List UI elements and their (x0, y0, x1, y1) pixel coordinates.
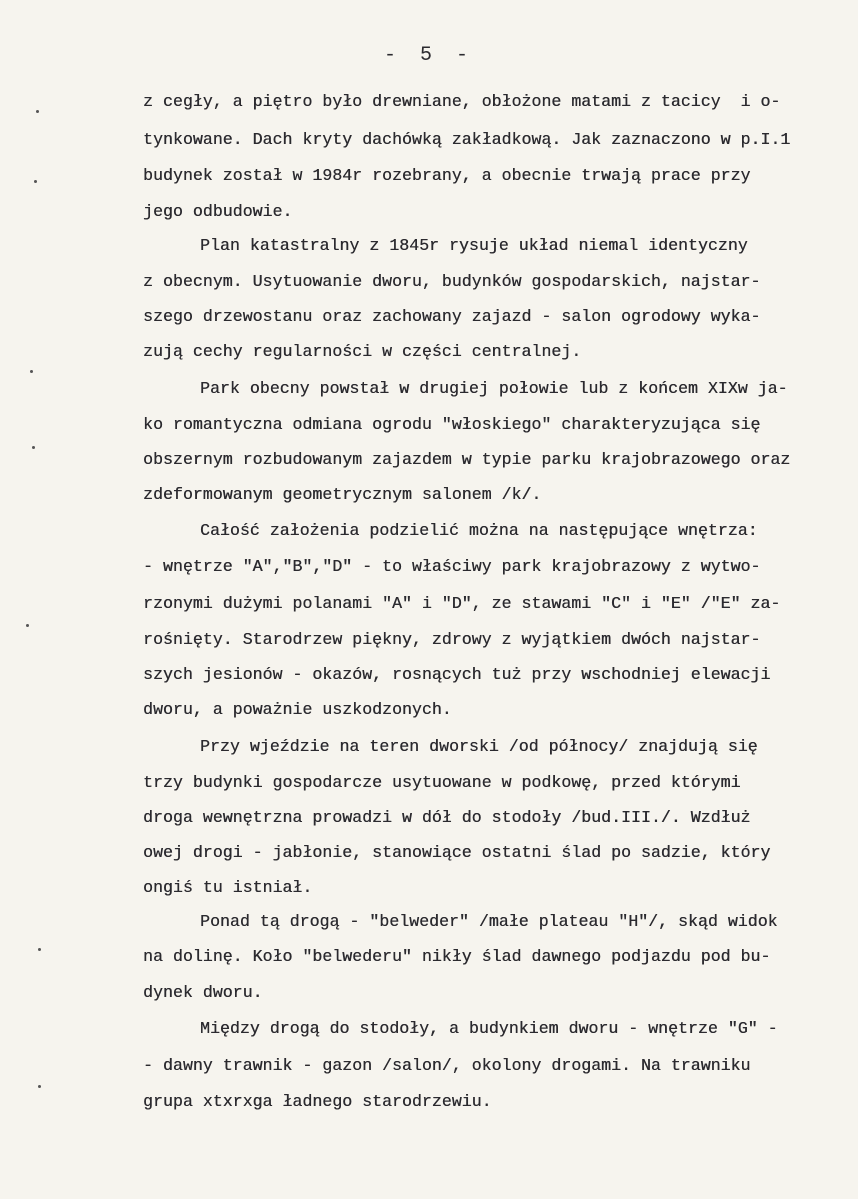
text-line: tynkowane. Dach kryty dachówką zakładkową. Jak zaznaczono w p.I.1 (143, 130, 791, 149)
text-line: budynek został w 1984r rozebrany, a obecnie trwają prace przy (143, 166, 751, 185)
text-line: Między drogą do stodoły, a budynkiem dworu - wnętrze "G" - (200, 1019, 778, 1038)
text-line: ongiś tu istniał. (143, 878, 313, 897)
text-line: na dolinę. Koło "belwederu" nikły ślad dawnego podjazdu pod bu- (143, 947, 771, 966)
paper-speck (26, 624, 29, 627)
text-line: zdeformowanym geometrycznym salonem /k/. (143, 485, 542, 504)
text-line: z obecnym. Usytuowanie dworu, budynków gospodarskich, najstar- (143, 272, 761, 291)
paper-speck (32, 446, 35, 449)
text-line: dworu, a poważnie uszkodzonych. (143, 700, 452, 719)
paper-speck (38, 948, 41, 951)
text-line: rzonymi dużymi polanami "A" i "D", ze stawami "C" i "E" /"E" za- (143, 594, 781, 613)
text-line: grupa xtxrxga ładnego starodrzewiu. (143, 1092, 492, 1111)
paper-speck (38, 1085, 41, 1088)
text-line: trzy budynki gospodarcze usytuowane w podkowę, przed którymi (143, 773, 741, 792)
text-line: ko romantyczna odmiana ogrodu "włoskiego" charakteryzująca się (143, 415, 761, 434)
text-line: Ponad tą drogą - "belweder" /małe plateau "H"/, skąd widok (200, 912, 778, 931)
text-line: dynek dworu. (143, 983, 263, 1002)
text-line: Przy wjeździe na teren dworski /od północy/ znajdują się (200, 737, 758, 756)
text-line: szego drzewostanu oraz zachowany zajazd - salon ogrodowy wyka- (143, 307, 761, 326)
text-line: z cegły, a piętro było drewniane, obłożone matami z tacicy i o- (143, 92, 781, 111)
text-line: rośnięty. Starodrzew piękny, zdrowy z wyjątkiem dwóch najstar- (143, 630, 761, 649)
page-number: - 5 - (383, 44, 474, 67)
paper-speck (36, 110, 39, 113)
text-line: - wnętrze "A","B","D" - to właściwy park krajobrazowy z wytwo- (143, 557, 761, 576)
text-line: Park obecny powstał w drugiej połowie lub z końcem XIXw ja- (200, 379, 788, 398)
text-line: jego odbudowie. (143, 202, 293, 221)
text-line: zują cechy regularności w części centralnej. (143, 342, 582, 361)
text-line: owej drogi - jabłonie, stanowiące ostatni ślad po sadzie, który (143, 843, 771, 862)
text-line: - dawny trawnik - gazon /salon/, okolony drogami. Na trawniku (143, 1056, 751, 1075)
text-line: Całość założenia podzielić można na następujące wnętrza: (200, 521, 758, 540)
text-line: szych jesionów - okazów, rosnących tuż przy wschodniej elewacji (143, 665, 771, 684)
paper-speck (30, 370, 33, 373)
paper-speck (34, 180, 37, 183)
text-line: obszernym rozbudowanym zajazdem w typie parku krajobrazowego oraz (143, 450, 791, 469)
text-line: droga wewnętrzna prowadzi w dół do stodoły /bud.III./. Wzdłuż (143, 808, 751, 827)
text-line: Plan katastralny z 1845r rysuje układ niemal identyczny (200, 236, 748, 255)
